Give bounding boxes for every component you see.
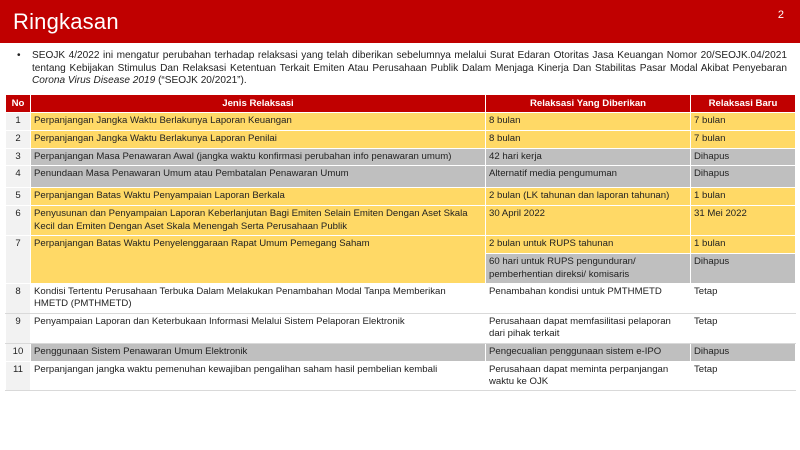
table-row (6, 343, 796, 361)
cell-jenis: Penyusunan dan Penyampaian Laporan Keberlanjutan Bagi Emiten Selain Emiten Dengan Aset Skala Kecil dan Emiten Dengan Aset Skala Menengah Serta Perusahaan Publik (31, 206, 486, 236)
cell-jenis: Perpanjangan Masa Penawaran Awal (jangka waktu konfirmasi perubahan info penawaran umum) (31, 149, 486, 166)
table-row (6, 188, 796, 206)
page-title: Ringkasan (13, 9, 119, 34)
cell-jenis: Perpanjangan Batas Waktu Penyelenggaraan Rapat Umum Pemegang Saham (31, 236, 486, 284)
cell-no: 11 (6, 361, 31, 391)
slide-header (0, 0, 800, 43)
cell-diberikan: 8 bulan (486, 131, 691, 149)
header-jenis-relaksasi: Jenis Relaksasi (31, 95, 486, 113)
cell-diberikan: 8 bulan (486, 113, 691, 131)
cell-baru: Dihapus (691, 166, 796, 188)
cell-diberikan: 30 April 2022 (486, 206, 691, 236)
cell-jenis: Perpanjangan Batas Waktu Penyampaian Laporan Berkala (31, 188, 486, 206)
table-row (6, 149, 796, 166)
cell-baru: 1 bulan (691, 236, 796, 254)
cell-baru: Tetap (691, 284, 796, 314)
cell-no: 9 (6, 313, 31, 343)
table-row (6, 131, 796, 149)
summary-paragraph (17, 50, 787, 88)
table-row (6, 361, 796, 391)
cell-diberikan: 2 bulan (LK tahunan dan laporan tahunan) (486, 188, 691, 206)
cell-jenis: Perpanjangan Jangka Waktu Berlakunya Laporan Keuangan (31, 113, 486, 131)
cell-baru-2: Dihapus (691, 254, 796, 284)
table-row (6, 284, 796, 314)
page-number: 2 (777, 9, 784, 21)
cell-baru: 31 Mei 2022 (691, 206, 796, 236)
cell-no: 6 (6, 206, 31, 236)
table-row (6, 166, 796, 188)
cell-baru: Tetap (691, 361, 796, 391)
cell-jenis: Penyampaian Laporan dan Keterbukaan Informasi Melalui Sistem Pelaporan Elektronik (31, 313, 486, 343)
summary-text-italic: Corona Virus Disease 2019 (32, 75, 156, 87)
cell-no: 10 (6, 343, 31, 361)
summary-text (32, 50, 787, 88)
cell-baru: 1 bulan (691, 188, 796, 206)
cell-diberikan: Perusahaan dapat memfasilitasi pelaporan dari pihak terkait (486, 313, 691, 343)
cell-baru: Dihapus (691, 149, 796, 166)
header-relaksasi-baru: Relaksasi Baru (691, 95, 796, 113)
cell-jenis: Perpanjangan jangka waktu pemenuhan kewajiban pengalihan saham hasil pembelian kembali (31, 361, 486, 391)
cell-baru: Dihapus (691, 343, 796, 361)
table-row (6, 113, 796, 131)
table-header-row (6, 95, 796, 113)
cell-diberikan: Perusahaan dapat meminta perpanjangan waktu ke OJK (486, 361, 691, 391)
cell-no: 5 (6, 188, 31, 206)
cell-jenis: Kondisi Tertentu Perusahaan Terbuka Dalam Melakukan Penambahan Modal Tanpa Memberikan HMETD (PMTHMETD) (31, 284, 486, 314)
cell-diberikan: Alternatif media pengumuman (486, 166, 691, 188)
header-no: No (6, 95, 31, 113)
cell-diberikan: Penambahan kondisi untuk PMTHMETD (486, 284, 691, 314)
cell-diberikan: 42 hari kerja (486, 149, 691, 166)
cell-no: 3 (6, 149, 31, 166)
table-row (6, 313, 796, 343)
cell-jenis: Penundaan Masa Penawaran Umum atau Pembatalan Penawaran Umum (31, 166, 486, 188)
table-row (6, 236, 796, 254)
cell-jenis: Perpanjangan Jangka Waktu Berlakunya Laporan Penilai (31, 131, 486, 149)
relaxation-table (5, 94, 796, 391)
cell-diberikan: Pengecualian penggunaan sistem e-IPO (486, 343, 691, 361)
header-relaksasi-diberikan: Relaksasi Yang Diberikan (486, 95, 691, 113)
summary-text-part1: SEOJK 4/2022 ini mengatur perubahan terhadap relaksasi yang telah diberikan sebelumnya melalui Surat Edaran Otoritas Jasa Keuangan Nomor 20/SEOJK.04/2021 tentang Kebijakan Stimulus Dan Relaksasi Ketentuan Terkait Emiten Atau Perusahaan Publik Dalam Menjaga Kinerja Dan Stabilitas Pasar Modal Akibat Penyebaran (32, 50, 787, 74)
cell-jenis: Penggunaan Sistem Penawaran Umum Elektronik (31, 343, 486, 361)
cell-diberikan: 2 bulan untuk RUPS tahunan (486, 236, 691, 254)
cell-diberikan-2: 60 hari untuk RUPS pengunduran/ pemberhentian direksi/ komisaris (486, 254, 691, 284)
cell-baru: Tetap (691, 313, 796, 343)
bullet-icon: • (17, 50, 21, 61)
cell-no: 8 (6, 284, 31, 314)
table-row (6, 206, 796, 236)
summary-text-part2: (“SEOJK 20/2021”). (155, 75, 247, 87)
cell-no: 2 (6, 131, 31, 149)
cell-no: 4 (6, 166, 31, 188)
cell-baru: 7 bulan (691, 131, 796, 149)
cell-no: 1 (6, 113, 31, 131)
cell-baru: 7 bulan (691, 113, 796, 131)
cell-no: 7 (6, 236, 31, 284)
